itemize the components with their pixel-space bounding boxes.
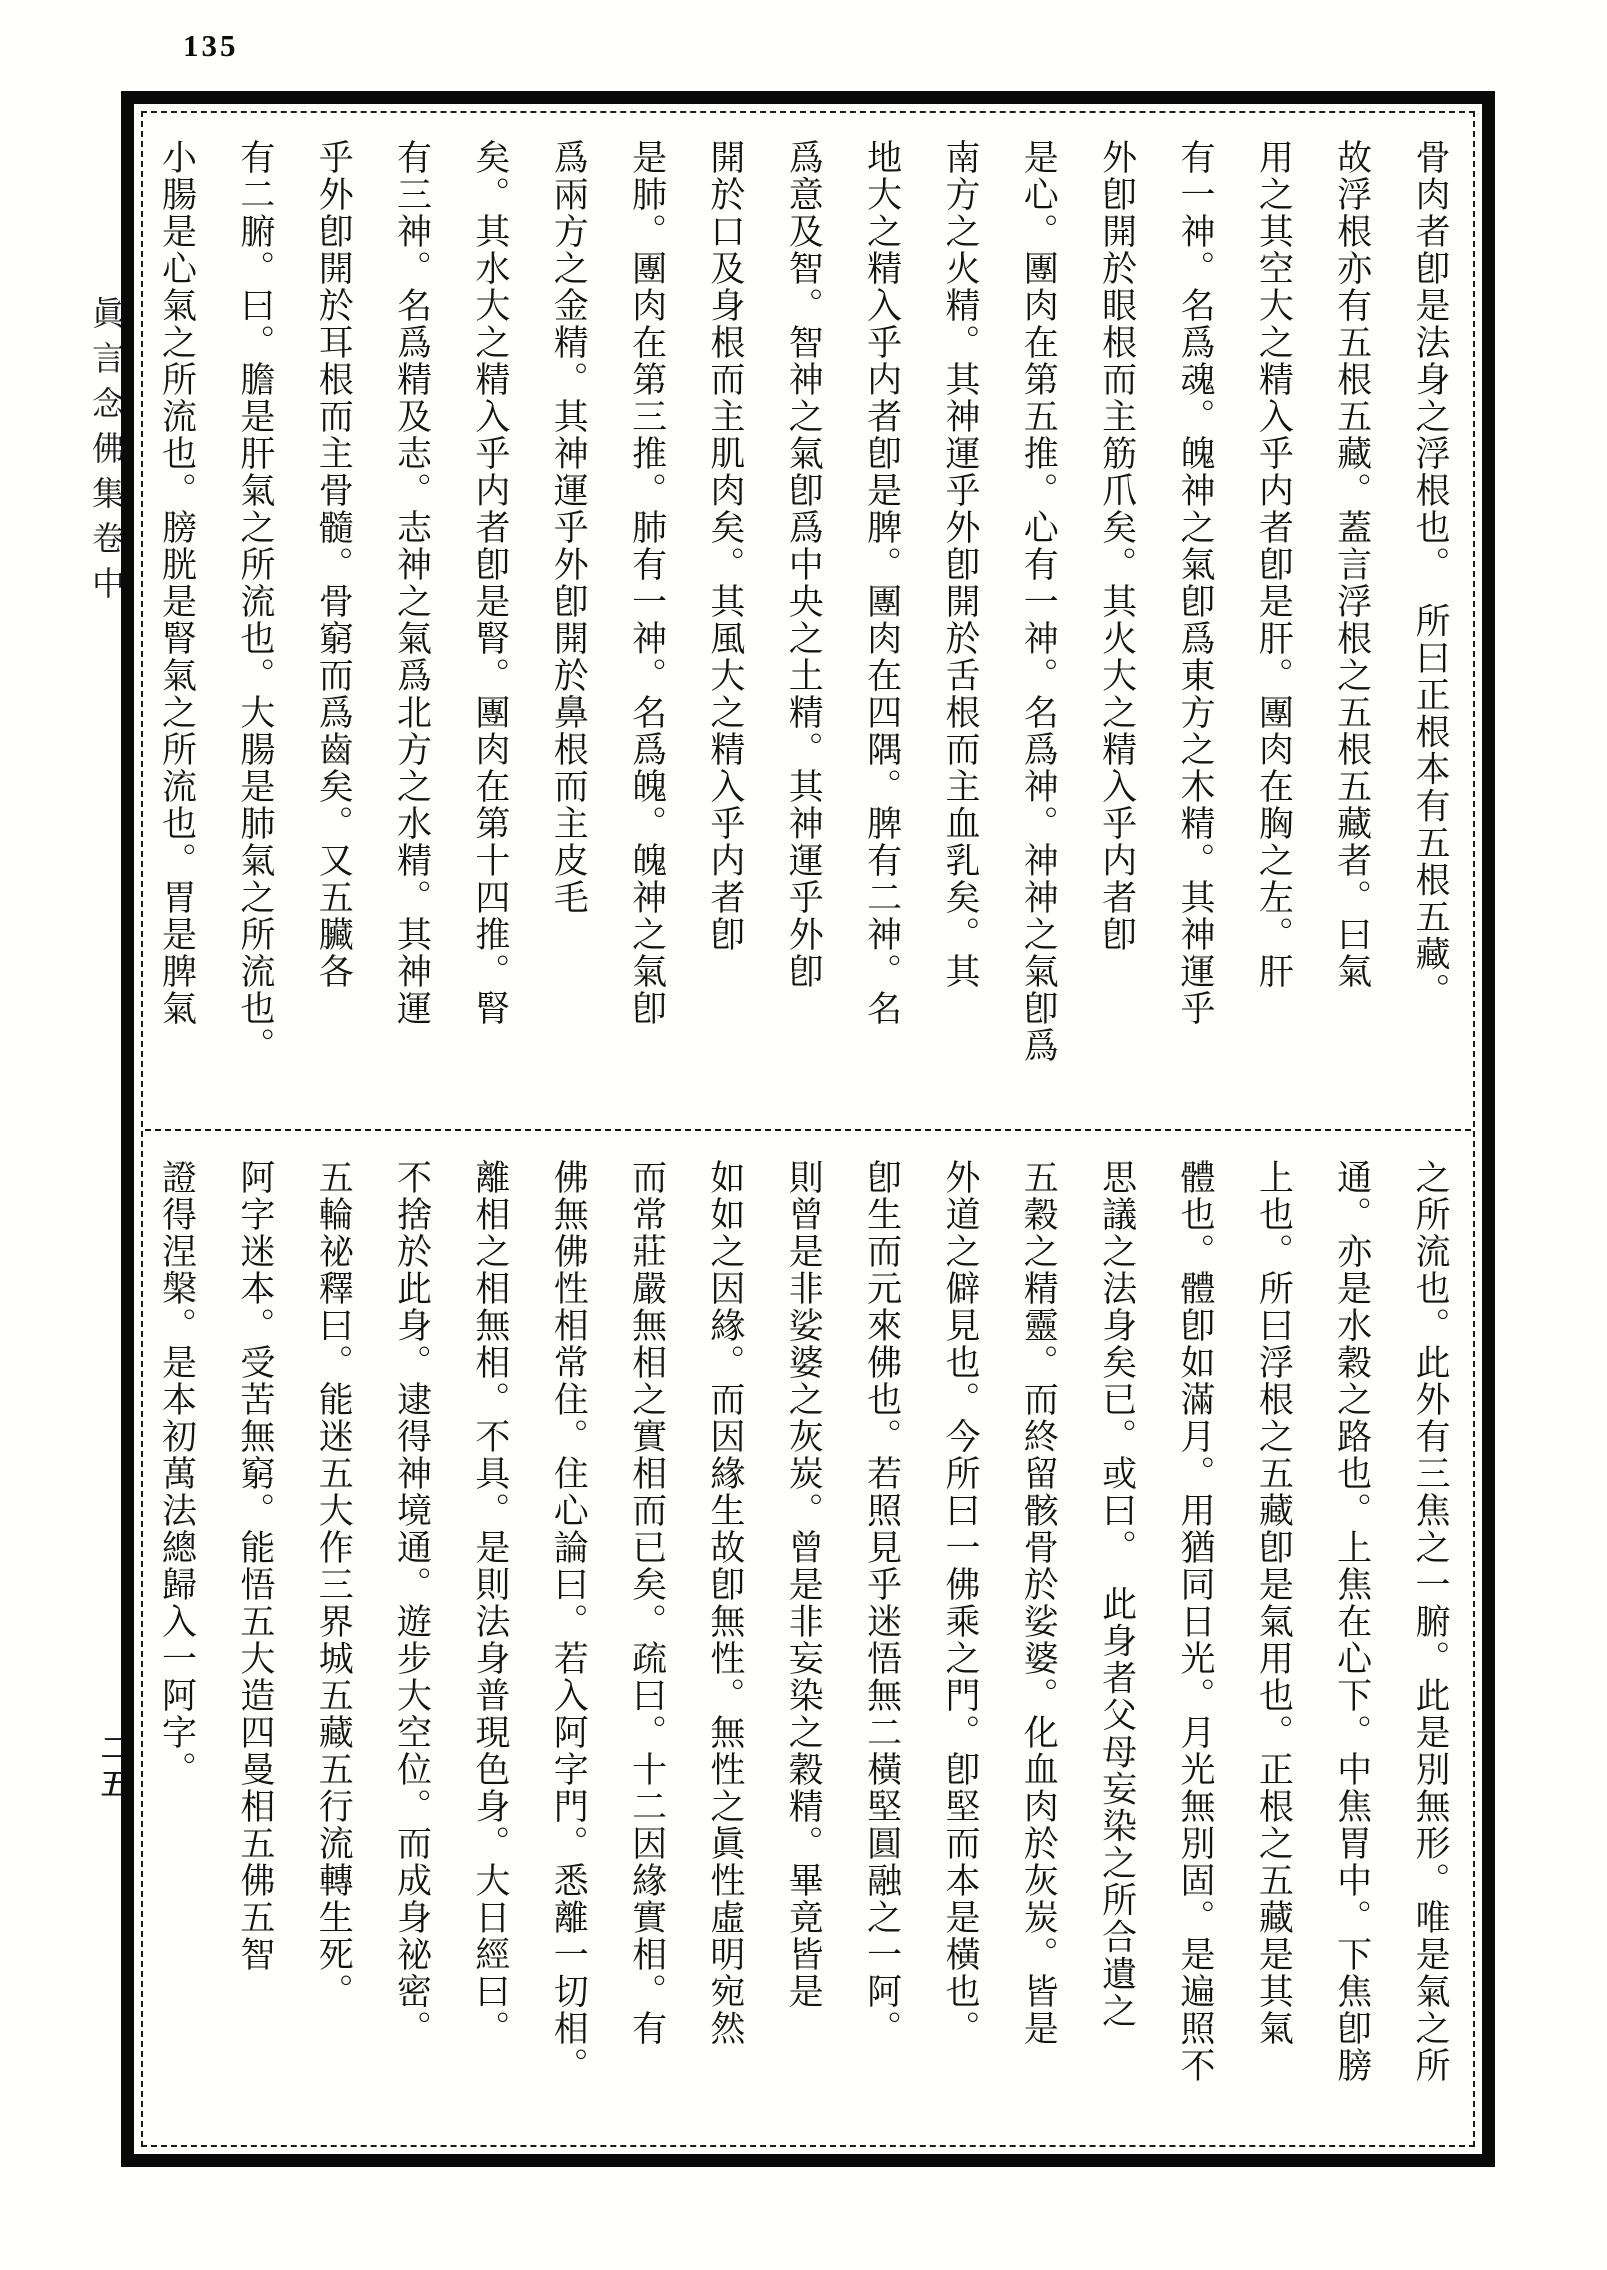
text-column: 離相之相無相。不具。是則法身普現色身。大日經曰。	[470, 1159, 510, 2047]
text-column: 南方之火精。其神運乎外卽開於舌根而主血乳矣。其	[940, 139, 980, 990]
text-column: 阿字迷本。受苦無窮。能悟五大造四曼相五佛五智	[235, 1159, 275, 1973]
text-column: 通。亦是水穀之路也。上焦在心下。中焦胃中。下焦卽膀	[1332, 1159, 1372, 2084]
margin-title: 眞言念佛集卷中	[87, 296, 123, 611]
page-number: 135	[183, 28, 239, 63]
text-column: 卽生而元來佛也。若照見乎迷悟無二橫堅圓融之一阿。	[862, 1159, 902, 2047]
text-column: 上也。所曰浮根之五藏卽是氣用也。正根之五藏是其氣	[1254, 1159, 1294, 2047]
text-column: 外卽開於眼根而主筋爪矣。其火大之精入乎内者卽	[1097, 139, 1137, 953]
text-column: 乎外卽開於耳根而主骨髓。骨窮而爲齒矣。又五臟各	[314, 139, 354, 990]
lower-register	[157, 1159, 1449, 2141]
text-column: 五穀之精靈。而終留骸骨於娑婆。化血肉於灰炭。皆是	[1019, 1159, 1059, 2047]
upper-register	[157, 139, 1449, 1134]
text-column: 體也。體卽如滿月。用猶同日光。月光無別固。是遍照不	[1175, 1159, 1215, 2084]
folio-number: 二五	[96, 1732, 129, 1804]
text-column: 有二腑。曰。膽是肝氣之所流也。大腸是肺氣之所流也。	[235, 139, 275, 1064]
text-frame-border	[121, 91, 1495, 2167]
text-column: 是心。團肉在第五推。心有一神。名爲神。神神之氣卽爲	[1019, 139, 1059, 1064]
text-column: 骨肉者卽是法身之浮根也。 所曰正根本有五根五藏。	[1411, 139, 1450, 1010]
text-column: 爲兩方之金精。其神運乎外卽開於鼻根而主皮毛	[549, 139, 589, 916]
text-column: 是肺。團肉在第三推。肺有一神。名爲魄。魄神之氣卽	[627, 139, 667, 1027]
text-column: 用之其空大之精入乎内者卽是肝。團肉在胸之左。肝	[1254, 139, 1294, 990]
text-column: 外道之僻見也。今所曰一佛乘之門。卽堅而本是橫也。	[940, 1159, 980, 2047]
text-column: 開於口及身根而主肌肉矣。其風大之精入乎内者卽	[705, 139, 745, 953]
register-divider-rule	[145, 1129, 1471, 1131]
text-column: 則曾是非娑婆之灰炭。曾是非妄染之穀精。畢竟皆是	[784, 1159, 824, 2010]
text-column: 而常莊嚴無相之實相而已矣。疏曰。十二因緣實相。有	[627, 1159, 667, 2047]
text-frame-inner-rule	[141, 111, 1475, 2147]
text-column: 之所流也。此外有三焦之一腑。此是別無形。唯是氣之所	[1411, 1159, 1450, 2084]
text-column: 矣。其水大之精入乎内者卽是腎。團肉在第十四推。腎	[470, 139, 510, 1027]
text-column: 爲意及智。智神之氣卽爲中央之土精。其神運乎外卽	[784, 139, 824, 990]
text-column: 五輪祕釋曰。能迷五大作三界城五藏五行流轉生死。	[314, 1159, 354, 2010]
text-column: 地大之精入乎内者卽是脾。團肉在四隅。脾有二神。名	[862, 139, 902, 1027]
text-column: 有一神。名爲魂。魄神之氣卽爲東方之木精。其神運乎	[1175, 139, 1215, 1027]
text-column: 證得涅槃。是本初萬法總歸入一阿字。	[157, 1159, 197, 1788]
text-column: 有三神。名爲精及志。志神之氣爲北方之水精。其神運	[392, 139, 432, 1027]
text-column: 小腸是心氣之所流也。膀胱是腎氣之所流也。胃是脾氣	[157, 139, 197, 1027]
text-column: 佛無佛性相常住。住心論曰。若入阿字門。悉離一切相。	[549, 1159, 589, 2084]
text-column: 思議之法身矣已。或曰。 此身者父母妄染之所合遺之	[1097, 1159, 1137, 2030]
text-column: 如如之因緣。而因緣生故卽無性。無性之眞性虛明宛然	[705, 1159, 745, 2047]
text-column: 不捨於此身。逮得神境通。遊步大空位。而成身祕密。	[392, 1159, 432, 2047]
text-column: 故浮根亦有五根五藏。蓋言浮根之五根五藏者。曰氣	[1332, 139, 1372, 990]
